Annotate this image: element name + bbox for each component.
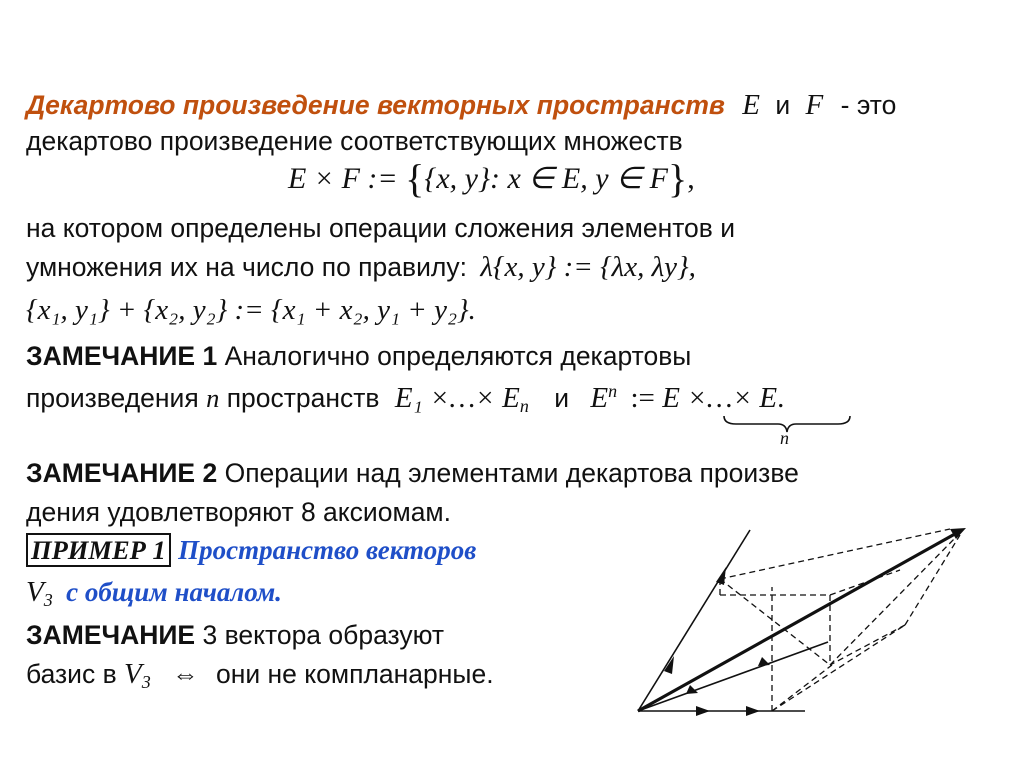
formula-body: {x, y}: x ∈ E, y ∈ F: [424, 162, 669, 195]
basis-vectors: [638, 530, 962, 711]
intro-line-2: декартово произведение соответствующих множеств: [26, 126, 683, 156]
example-1-label: ПРИМЕР 1: [26, 533, 171, 567]
remark-3-text-2b: они не компланарные.: [216, 659, 494, 689]
remark-3-v: $V_3$: [124, 658, 151, 692]
arrowheads: [664, 528, 966, 716]
remark-1-text-2b: пространств: [226, 383, 380, 413]
formula-brace-open: {: [405, 156, 425, 201]
parallelepiped-figure: [600, 515, 980, 730]
remark-2-line-2: дения удовлетворяют 8 аксиомам.: [26, 497, 452, 527]
remark-3-text-1: 3 вектора образуют: [202, 620, 445, 650]
example-1-v: $V_3$: [26, 576, 53, 610]
formula-brace-close: }: [668, 156, 688, 201]
remark-1-en: $E^n$: [590, 381, 618, 414]
intro-title: Декартово произведение векторных пространств: [26, 90, 725, 120]
intro-line-1: [26, 88, 896, 122]
remark-3-line-1: [26, 618, 444, 652]
example-1-line-2: [26, 575, 282, 609]
example-1-text-1: Пространство векторов: [178, 535, 477, 565]
scalar-multiplication-formula: λ{x, y} := {λx, λy},: [480, 251, 696, 283]
vector-a-line: [638, 530, 750, 711]
remark-1-line-1: [26, 339, 691, 373]
remark-1-assign: :=: [630, 382, 655, 414]
remark-1-text-2a: произведения: [26, 383, 199, 413]
intro-f: F: [805, 89, 824, 121]
remark-1-formula-left: E₁ ×…× $E_n$: [394, 382, 529, 416]
intro-and: и: [775, 90, 791, 120]
remark-2-label: ЗАМЕЧАНИЕ 2: [26, 458, 218, 488]
operations-rule-text: умножения их на число по правилу:: [26, 252, 467, 282]
remark-1-label: ЗАМЕЧАНИЕ 1: [26, 341, 218, 371]
example-1-line-1: [26, 533, 476, 567]
formula-lhs: E × F :=: [288, 162, 398, 195]
vector-sum-line: [638, 530, 962, 711]
vector-c-line: [638, 642, 828, 711]
operations-line-1: на котором определены операции сложения элементов и: [26, 213, 736, 243]
remark-1-and: и: [554, 383, 569, 413]
remark-3-label: ЗАМЕЧАНИЕ: [26, 620, 196, 650]
arrow-b-mid-icon: [696, 706, 710, 716]
arrow-b-end-icon: [746, 706, 760, 716]
parallelepiped-dashed-edges: [720, 529, 960, 711]
remark-1-formula-right: E ×…× E: [662, 382, 778, 414]
remark-2-text-1: Операции над элементами декартова произве: [224, 458, 799, 488]
underbrace-label: n: [780, 428, 789, 448]
remark-1-line-2: [26, 381, 784, 415]
remark-3-iff: ⇔: [172, 659, 199, 689]
example-1-text-2: с общим началом.: [66, 577, 282, 607]
formula-tail: ,: [687, 162, 695, 195]
remark-3-line-2: [26, 657, 494, 691]
remark-3-text-2a: базис в: [26, 659, 117, 689]
remark-1-dot: .: [777, 382, 785, 414]
product-definition-formula: [288, 156, 695, 201]
intro-e: E: [742, 89, 760, 121]
intro-this: - это: [840, 90, 897, 120]
remark-1-text-1: Аналогично определяются декартовы: [224, 341, 692, 371]
remark-2-line-1: [26, 456, 799, 490]
addition-formula: {x₁, y₁} + {x₂, y₂} := {x₁ + x₂, y₁ + y₂}.: [26, 294, 476, 326]
operations-line-2: [26, 250, 696, 284]
arrow-c-mid-icon: [758, 657, 770, 666]
arrow-a-low-icon: [664, 656, 674, 674]
remark-1-n: n: [206, 383, 220, 413]
